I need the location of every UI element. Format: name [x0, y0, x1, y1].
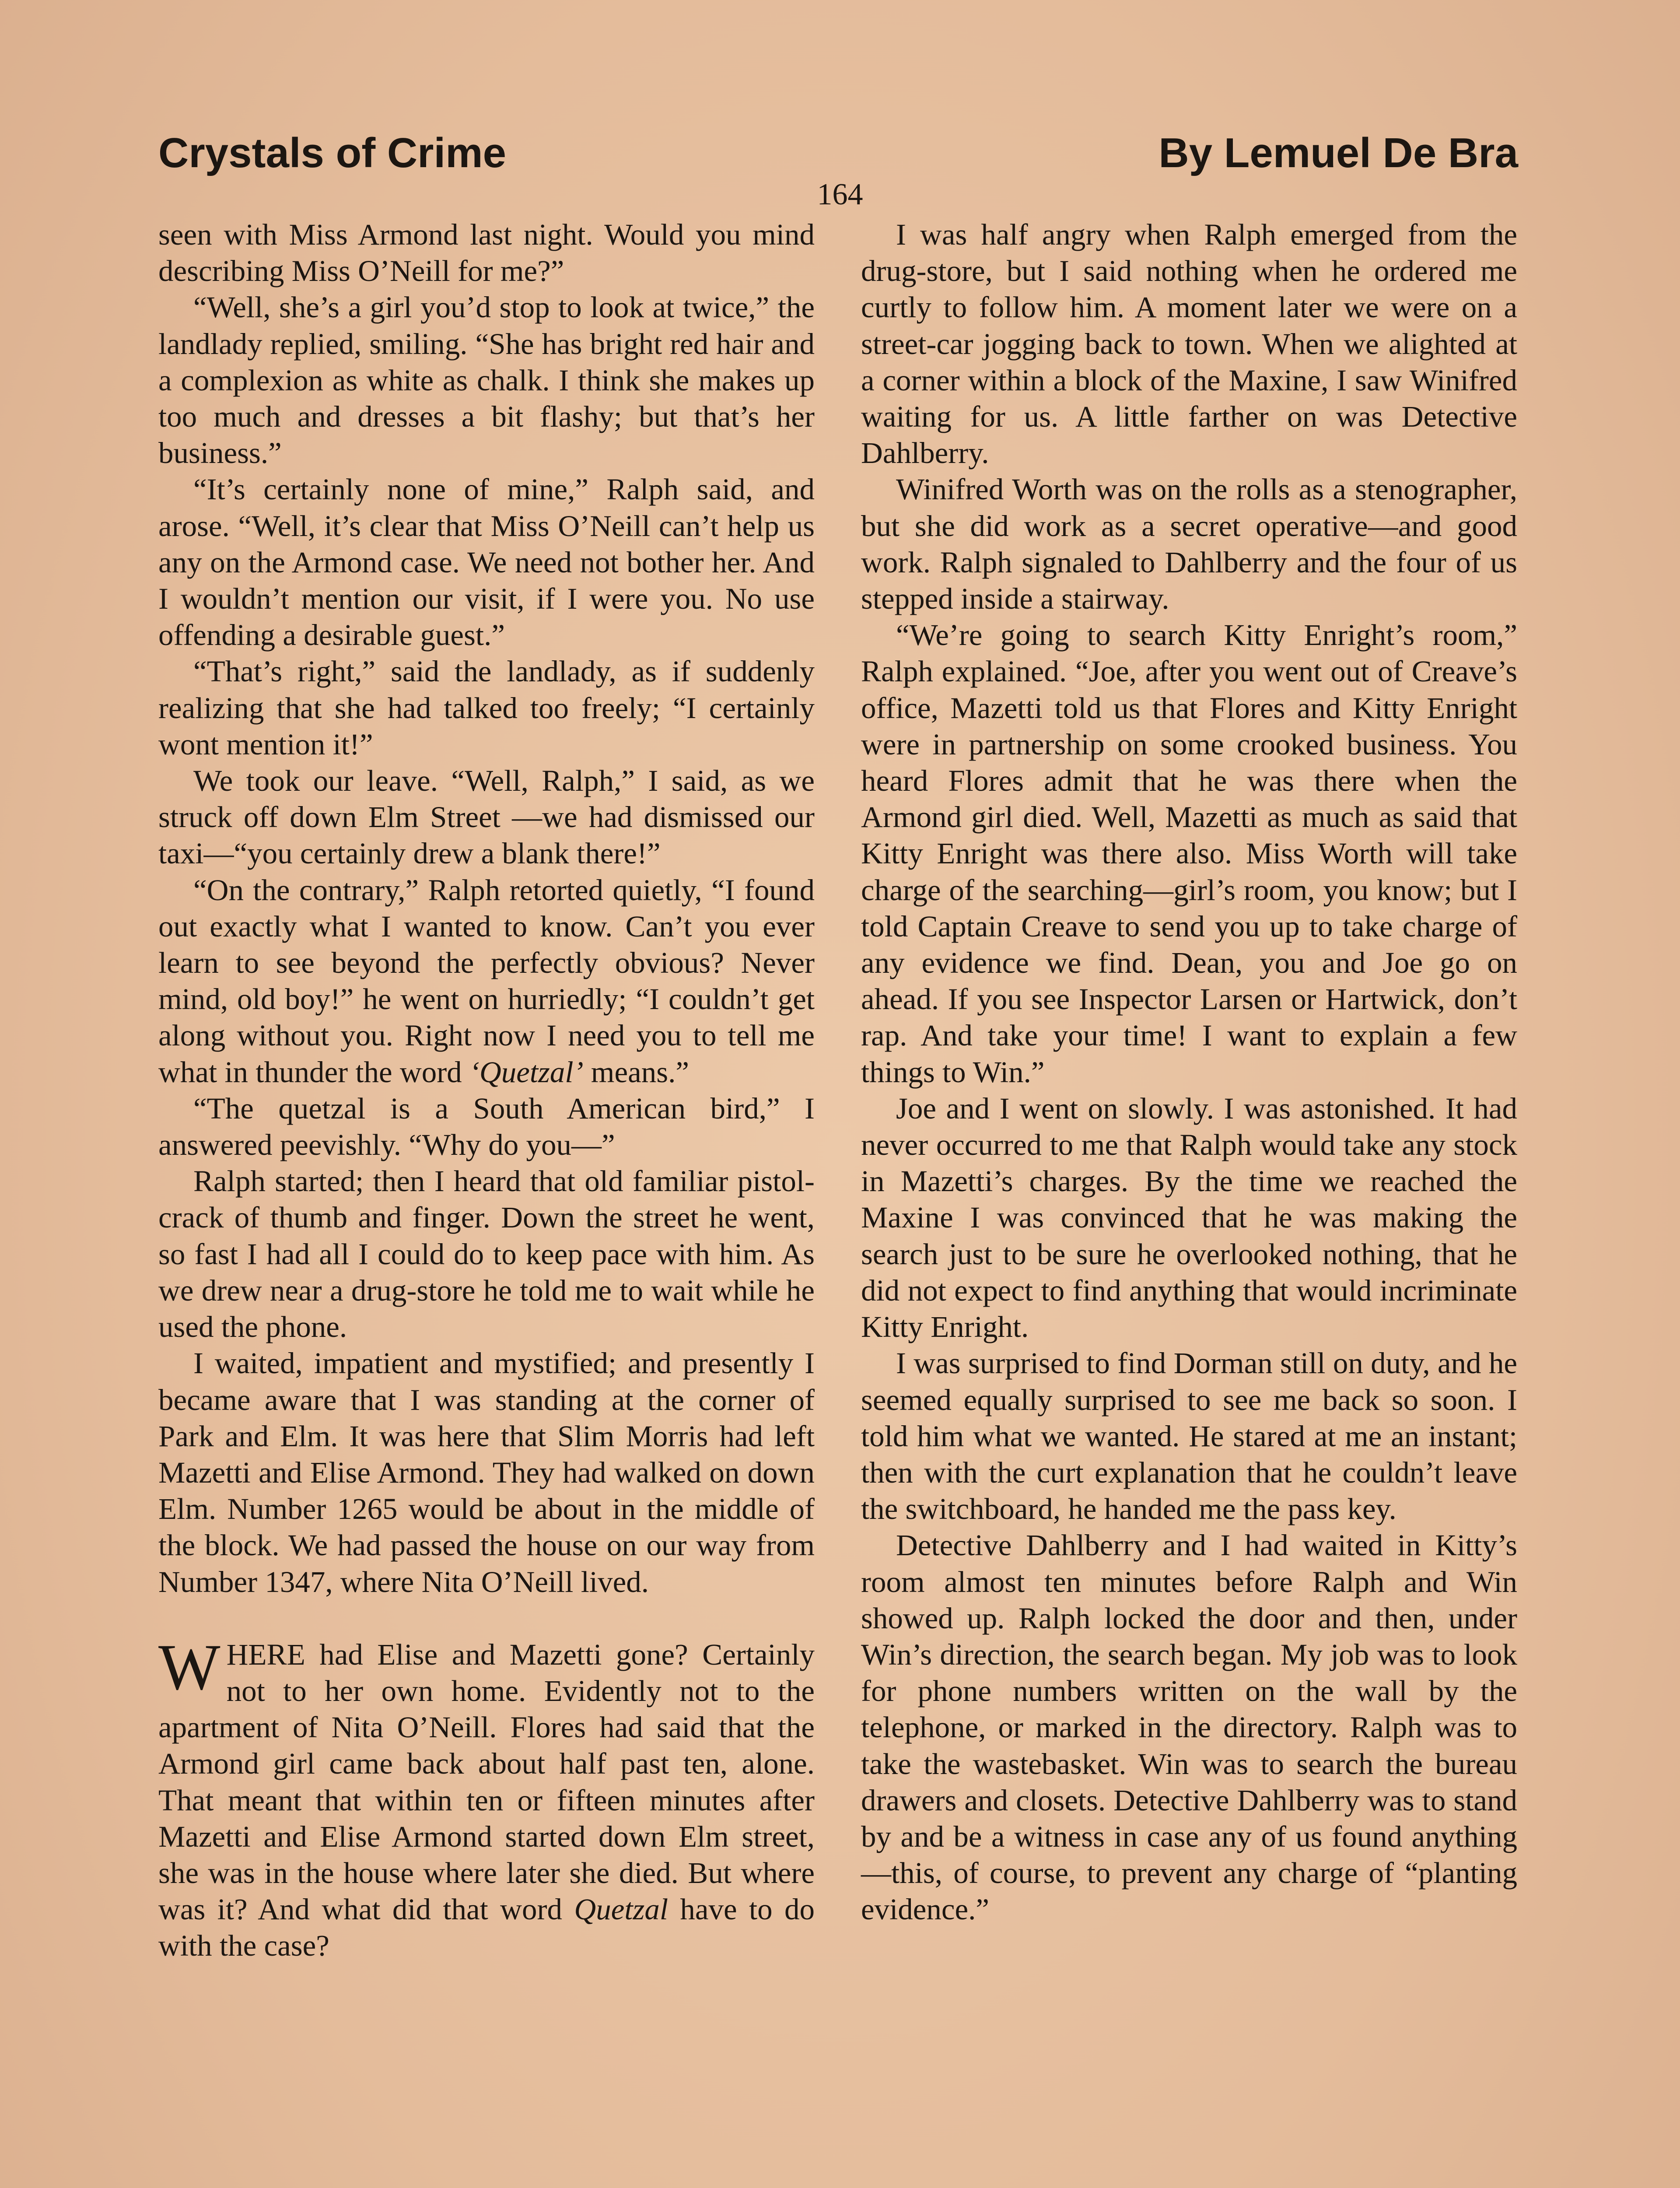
paragraph: “That’s right,” said the landlady, as if suddenly realizing that she had talked too freely; “I certainly wont mention it!” [158, 655, 815, 761]
paragraph: I was half angry when Ralph emerged from the drug-store, but I said nothing when he ordered me curtly to follow him. A moment later we were on a street-car jogging back to town. When we alighted at a corner within a block of the Maxine, I saw Winifred waiting for us. A little farther on was Detective Dahlberry. [861, 218, 1517, 470]
paragraph: seen with Miss Armond last night. Would you mind describing Miss O’Neill for me?” [158, 218, 815, 288]
right-column [861, 217, 1517, 1928]
text-run: “On the contrary,” Ralph retorted quietly, “I found out exactly what I wanted to know. Can’t you ever learn to see beyond the perfectly obvious? Never mind, old boy!” he went on hurriedly; “I couldn’t get along without you. Right now I need you to tell me what in thunder the word [158, 873, 815, 1089]
paragraph: “The quetzal is a South American bird,” I answered peevishly. “Why do you—” [158, 1091, 815, 1162]
paragraph [158, 872, 815, 1090]
page-number: 164 [817, 178, 863, 211]
text-run: means.” [583, 1055, 689, 1089]
left-column [158, 217, 815, 1964]
paragraph: We took our leave. “Well, Ralph,” I said, as we struck off down Elm Street —we had dismissed our taxi—“you certainly drew a blank there!” [158, 764, 815, 870]
paragraph: Detective Dahlberry and I had waited in Kitty’s room almost ten minutes before Ralph and Win showed up. Ralph locked the door and then, under Win’s direction, the search began. My job was to look for phone numbers written on the wall by the telephone, or marked in the directory. Ralph was to take the wastebasket. Win was to search the bureau drawers and closets. Detective Dahlberry was to stand by and be a witness in case any of us found anything—this, of course, to prevent any charge of “planting evidence.” [861, 1529, 1517, 1926]
paragraph: I was surprised to find Dorman still on duty, and he seemed equally surprised to see me back so soon. I told him what we wanted. He stared at me an instant; then with the curt explanation that he couldn’t leave the switchboard, he handed me the pass key. [861, 1346, 1517, 1526]
paragraph: I waited, impatient and mystified; and presently I became aware that I was standing at the corner of Park and Elm. It was here that Slim Morris had left Mazetti and Elise Armond. They had walked on down Elm. Number 1265 would be about in the middle of the block. We had passed the house on our way from Number 1347, where Nita O’Neill lived. [158, 1346, 815, 1599]
italic-word: Quetzal [574, 1893, 668, 1926]
text-run: have to do with the case? [158, 1893, 815, 1963]
story-author: By Lemuel De Bra [1158, 130, 1518, 176]
drop-cap: W [158, 1630, 220, 1704]
paragraph: “We’re going to search Kitty Enright’s room,” Ralph explained. “Joe, after you went out of Creave’s office, Mazetti told us that Flores and Kitty Enright were in partnership on some crooked business. You heard Flores admit that he was there when the Armond girl died. Well, Mazetti as much as said that Kitty Enright was there also. Miss Worth will take charge of the searching—girl’s room, you know; but I told Captain Creave to send you up to take charge of any evidence we find. Dean, you and Joe go on ahead. If you see Inspector Larsen or Hartwick, don’t rap. And take your time! I want to explain a few things to Win.” [861, 618, 1517, 1089]
story-title: Crystals of Crime [158, 130, 506, 176]
paragraph: “Well, she’s a girl you’d stop to look at twice,” the landlady replied, smiling. “She has bright red hair and a complexion as white as chalk. I think she makes up too much and dresses a bit flashy; but that’s her business.” [158, 291, 815, 470]
paragraph: “It’s certainly none of mine,” Ralph said, and arose. “Well, it’s clear that Miss O’Neill can’t help us any on the Armond case. We need not bother her. And I wouldn’t mention our visit, if I were you. No use offending a desirable guest.” [158, 473, 815, 652]
page-header [158, 125, 1518, 182]
paragraph: Joe and I went on slowly. I was astonished. It had never occurred to me that Ralph would take any stock in Mazetti’s charges. By the time we reached the Maxine I was convinced that he was making the search just to be sure he overlooked nothing, that he did not expect to find anything that would incriminate Kitty Enright. [861, 1091, 1517, 1344]
paragraph: Ralph started; then I heard that old familiar pistol-crack of thumb and finger. Down the street he went, so fast I had all I could do to keep pace with him. As we drew near a drug-store he told me to wait while he used the phone. [158, 1164, 815, 1344]
section-paragraph [158, 1630, 815, 1964]
paragraph: Winifred Worth was on the rolls as a stenographer, but she did work as a secret operative—and good work. Ralph signaled to Dahlberry and the four of us stepped inside a stairway. [861, 473, 1517, 616]
text-run: HERE had Elise and Mazetti gone? Certainly not to her own home. Evidently not to the apartment of Nita O’Neill. Flores had said that the Armond girl came back about half past ten, alone. That meant that within ten or fifteen minutes after Mazetti and Elise Armond started down Elm street, she was in the house where later she died. But where was it? And what did that word [158, 1637, 815, 1926]
italic-word: ‘Quetzal’ [469, 1055, 584, 1089]
